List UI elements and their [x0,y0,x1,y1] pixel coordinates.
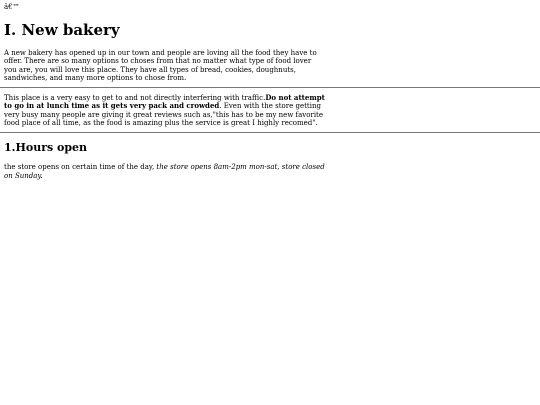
access-paragraph [4,94,326,127]
access-lead-text: This place is a very easy to get to and not directly interfering with traffic. [4,94,266,103]
hours-paragraph [4,163,326,180]
hours-heading: 1.Hours open [4,141,88,155]
hours-detail-text: the store opens 8am-2pm mon-sat, store closed on Sunday. [4,163,325,180]
document-body [4,3,540,180]
divider-1 [0,87,540,88]
access-rest-text: . Even with the store getting very busy many people are giving it great reviews such as,"this has to be my new favorite food place of all time, as the food is amazing plus the service is great I highly recomed". [4,102,324,128]
intro-paragraph: A new bakery has opened up in our town and people are loving all the food they have to offer. There are so many options to choses from that no matter what type of food lover you are, you will love this place. They have all types of bread, cookies, doughnuts, sandwiches, and many more options to chose from. [4,49,317,82]
page-title: I. New bakery [4,21,120,39]
encoding-artifact-text: â€™ [4,3,20,11]
hours-lead-text: the store opens on certain time of the day, [4,163,157,172]
lunch-warning-text: Do not attempt to go in at lunch time as it gets very pack and crowded [4,93,325,111]
divider-2 [0,132,540,133]
